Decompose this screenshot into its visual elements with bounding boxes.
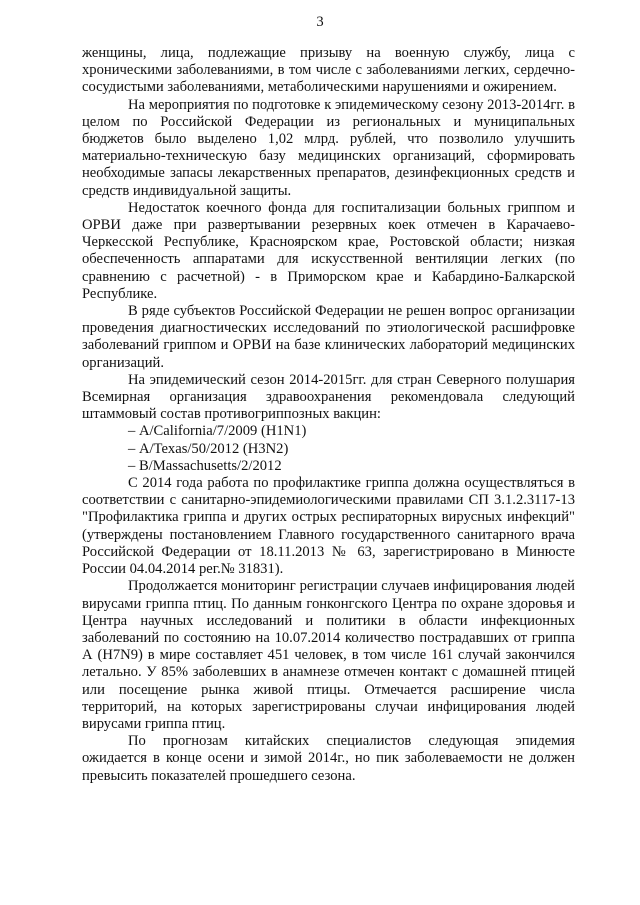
paragraph-funding: На мероприятия по подготовке к эпидемическому сезону 2013-2014гг. в целом по Российской Федерации из региональных и муниципальных бюджетов было выделено 1,02 млрд. рублей, что позволило улучшить материально-техническую базу медицинских организаций, сформировать необходимые запасы лекарственных препаратов, дезинфекционных средств и средств индивидуальной защиты. bbox=[82, 96, 575, 199]
paragraph-who-recommendation: На эпидемический сезон 2014-2015гг. для стран Северного полушария Всемирная организация здравоохранения рекомендовала следующий штаммовый состав противогриппозных вакцин: bbox=[82, 371, 575, 423]
list-item: – A/Texas/50/2012 (H3N2) bbox=[128, 441, 575, 458]
list-item: – A/California/7/2009 (H1N1) bbox=[128, 423, 575, 440]
paragraph-forecast: По прогнозам китайских специалистов следующая эпидемия ожидается в конце осени и зимой 2014г., но пик заболеваемости не должен превысить показателей прошедшего сезона. bbox=[82, 733, 575, 784]
list-item: – B/Massachusetts/2/2012 bbox=[128, 458, 575, 475]
paragraph-sanitary-rules: С 2014 года работа по профилактике гриппа должна осуществляться в соответствии с санитарно-эпидемиологическими правилами СП 3.1.2.3117-13 "Профилактика гриппа и других острых респираторных вирусных инфекций" (утверждены постановлением Главного государственного санитарного врача Российской Федерации от 18.11.2013 № 63, зарегистрировано в Минюсте России 04.04.2014 рег.№ 31831). bbox=[82, 475, 575, 578]
paragraph-avian-flu-monitoring: Продолжается мониторинг регистрации случаев инфицирования людей вирусами гриппа птиц. По данным гонконгского Центра по охране здоровья и Центра научных исследований и политики в области инфекционных заболеваний по состоянию на 10.07.2014 количество пострадавших от гриппа А (H7N9) в мире составляет 451 человек, в том числе 161 случай закончился летально. У 85% заболевших в анамнезе отмечен контакт с домашней птицей или посещение рынка живой птицы. Отмечается расширение числа территорий, на которых зарегистрированы случаи инфицирования людей вирусами гриппа птиц. bbox=[82, 578, 575, 732]
vaccine-strain-list bbox=[82, 423, 575, 475]
paragraph-bed-shortage: Недостаток коечного фонда для госпитализации больных гриппом и ОРВИ даже при развертывании резервных коек отмечен в Карачаево-Черкесской Республике, Красноярском крае, Ростовской области; низкая обеспеченность аппаратами для искусственной вентиляции легких (по сравнению с расчетной) - в Приморском крае и Кабардино-Балкарской Республике. bbox=[82, 199, 575, 302]
document-body bbox=[82, 45, 575, 785]
paragraph-diagnostics: В ряде субъектов Российской Федерации не решен вопрос организации проведения диагностических исследований по этиологической расшифровке заболеваний гриппом и ОРВИ на базе клинических лабораторий медицинских организаций. bbox=[82, 303, 575, 371]
paragraph-risk-groups-continuation: женщины, лица, подлежащие призыву на военную службу, лица с хроническими заболеваниями, в том числе с заболеваниями легких, сердечно-сосудистыми заболеваниями, метаболическими нарушениями и ожирением. bbox=[82, 45, 575, 96]
page-number: 3 bbox=[316, 14, 324, 30]
